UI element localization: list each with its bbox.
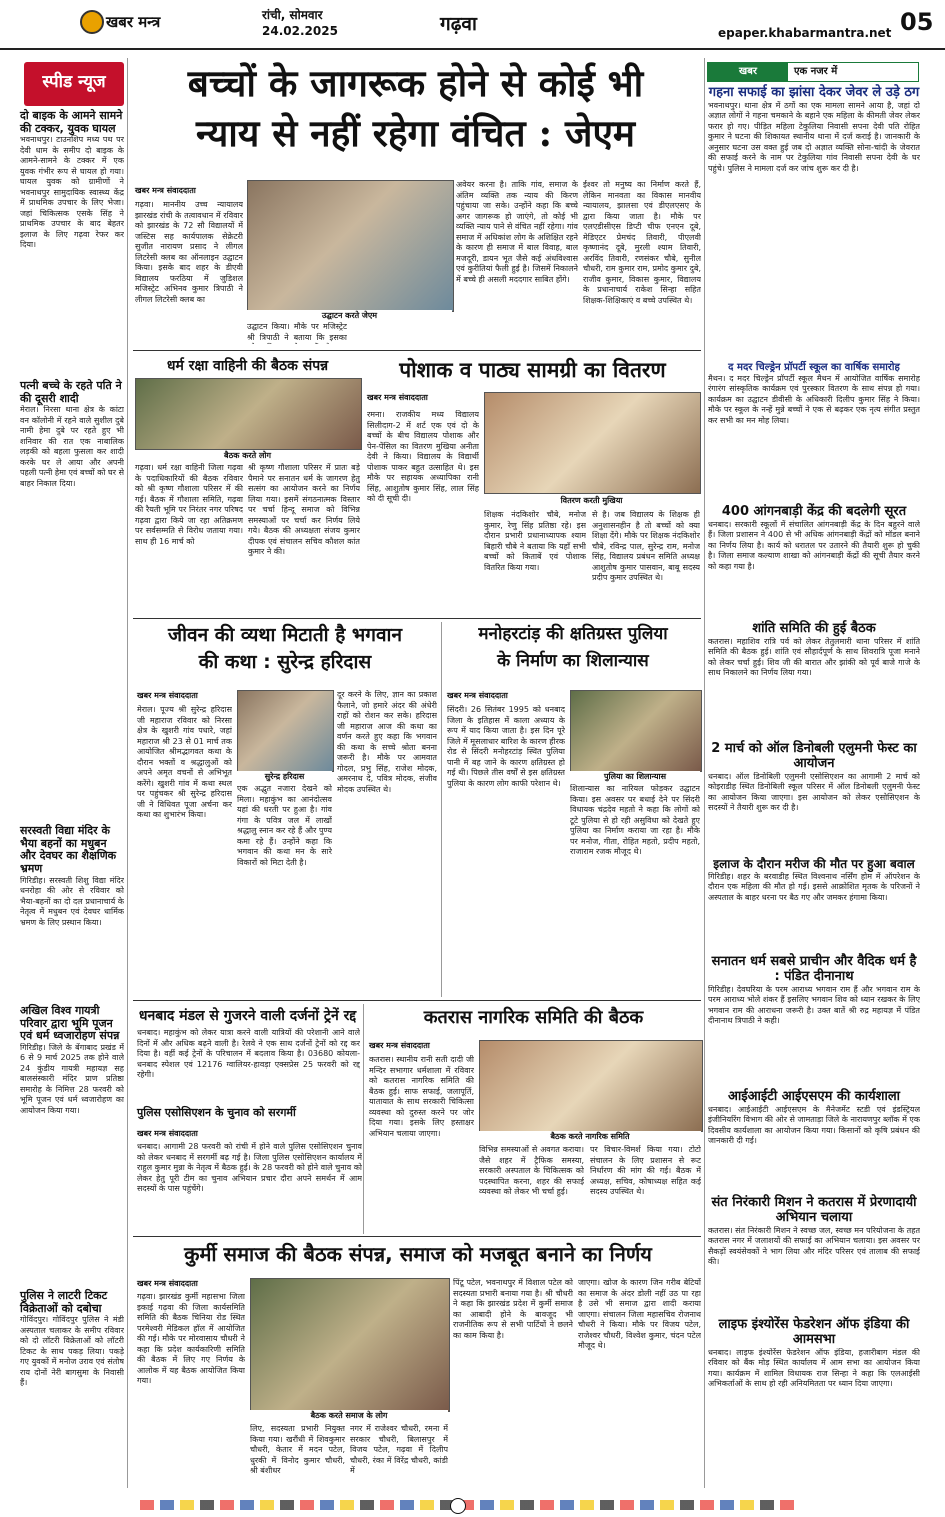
date: 24.02.2025 xyxy=(262,24,338,38)
section-divider xyxy=(441,622,442,997)
katras-photo-caption: बैठक करते नागरिक समिति xyxy=(479,1131,701,1142)
right-story-6-text: गिरिडीह। शहर के बरवाडीह स्थित विश्वनाथ नर्सिंग होम में ऑपरेशन के दौरान एक महिला की मौत हो गई। इससे आक्रोशित मृतक के परिजनों ने अस्पताल के बाहर धरना पर बैठ गए और जमकर हंगामा किया। xyxy=(708,871,920,902)
jeevan-photo-caption: सुरेन्द्र हरिदास xyxy=(237,771,332,782)
left-story-1 xyxy=(20,110,124,365)
left-story-1-text: भवनाथपुर। टाउनशिप मध्य पथ पर देवी धाम के समीप दो बाइक के आमने-सामने के टक्कर में एक युवक गंभीर रूप से घायल हो गया। घायल युवक को ग्रामीणों ने भवनाथपुर सामुदायिक स्वास्थ्य केंद्र में प्राथमिक उपचार के लिए भेजा। जहां चिकित्सक एसके सिंह ने प्राथमिक उपचार के बाद बेहतर इलाज के लिए गढ़वा रेफर कर दिया। xyxy=(20,135,124,250)
right-story-7-text: गिरिडीह। देवघरिया के परम आराध्य भगवान राम हैं और भगवान राम के परम आराध्य भोले शंकर हैं इसलिए भगवान शिव को ध्यान रखकर के लिए भगवान राम की आराधना जरूरी है। उक्त बातें श्री रुद्र महायज्ञ में पंडित दीनानाथ त्रिपाठी ने कही। xyxy=(708,984,920,1026)
dharm-photo-caption: बैठक करते लोग xyxy=(135,450,360,461)
right-story-4 xyxy=(708,622,920,727)
right-story-10 xyxy=(708,1318,920,1478)
kurmi-text-col5: जाएगा। खोज के कारण जिन गरीब बेटियों का समाज के अंदर डोली नहीं उठ पा रहा है उसे भी समाज द्वारा शादी कराया जाएगा। संचालन जिला महासचिव रोजनाथ चौधरी ने किया। मौके पर विजय पटेल, राजेश्वर चौधरी, विश्वेश कुमार, चंदन पटेल मौजूद थे। xyxy=(578,1278,701,1350)
lead-text-col1: गढ़वा। माननीय उच्च न्यायालय झारखंड रांची के तत्वावधान में रविवार को झारखंड के 72 सौ विद्यालयों में जस्टिस सह कार्यपालक सेक्रेटरी सुजीत नारायण प्रसाद ने लीगल लिटरेसी क्लब का ऑनलाइन उद्घाटन किया। इसके बाद शहर के डीएवी विद्यालय फरठिया में जुडिशल मजिस्ट्रेट अभिनव कुमार त्रिपाठी ने लीगल लिटरेसी क्लब का xyxy=(135,200,243,304)
police-byline: खबर मन्त्र संवाददाता xyxy=(137,1129,198,1138)
right-story-1 xyxy=(708,86,920,311)
brand-name: खबर मन्त्र xyxy=(106,13,161,31)
right-story-7 xyxy=(708,955,920,1075)
right-story-8-text: धनबाद। आईआईटी आईएसएम के मैनेजमेंट स्टडी एवं इंडस्ट्रियल इंजीनियरिंग विभाग की ओर से जामताड़ा जिले के नारायणपुर ब्लॉक में एक दिवसीय कार्यशाला का आयोजन किया गया। किसानों को कृषि प्रबंधन की जानकारी दी गई। xyxy=(708,1104,920,1146)
right-story-4-headline: शांति समिति की हुई बैठक xyxy=(752,621,876,636)
jeevan-text-col3: दूर करने के लिए, ज्ञान का प्रकाश फैलाने, जो हमारे अंदर की अंधेरी राहों को रोशन कर सके। हरिदास जी महाराज आज की कथा का वर्णन करते हुए कहा कि भगवान की कथा के सच्चे श्रोता बनना जरूरी है। मौके पर आमवात गोदल, प्रभु सिंह, राजेश मोदक, अमरनाथ दे, पवित्र मोदक, संजीव मोदक उपस्थित थे। xyxy=(337,690,437,794)
right-story-5-text: धनबाद। ऑल डिनोबिली एलुमनी एसोसिएशन का आगामी 2 मार्च को कोइराडीह स्थित डिनोबिली स्कूल परिसर में ऑल डिनोबली एलुमनी फेस्ट का आयोजन किया जाएगा। इस आयोजन को लेकर एसोसिएशन के सदस्यों ने तैयारी शुरू कर दी है। xyxy=(708,771,920,813)
left-story-2-text: मेराल। निरसा थाना क्षेत्र के कांटा वन कॉलोनी में रहने वाले सुशील दुबे नामी हेमा दुबे पर रहते हुए भी शनिवार की रात एक नाबालिक लड़की को बहला फुसला कर शादी करके घर ले आया और अपनी पहली पत्नी हेमा एवं बच्चों को घर से बाहर निकाल दिया। xyxy=(20,405,124,488)
manohartand-photo-caption: पुलिया का शिलान्यास xyxy=(570,771,700,782)
left-story-2-headline: पत्नी बच्चे के रहते पति ने की दूसरी शादी xyxy=(20,379,122,405)
lead-text-col2: उद्घाटन किया। मौके पर मजिस्ट्रेट श्री त्रिपाठी ने बताया कि इसका xyxy=(247,322,347,342)
left-story-3-text: गिरिडीह। सरस्वती शिशु विद्या मंदिर धनरोहा की ओर से रविवार को भैया-बहनों का दो दल प्रधानाचार्य के नेतृत्व में मधुबन एवं देवघर धार्मिक भ्रमण के लिए प्रस्थान किया। xyxy=(20,875,124,927)
right-story-4-text: कतरास। महाशिव रात्रि पर्व को लेकर तेतुलमारी थाना परिसर में शांति समिति की बैठक हुई। शांति एवं सौहार्दपूर्ण के साथ शिवरात्रि पूजा मनाने को लेकर चर्चा हुई। शिव जी की बारात और झांकी को पूर्व बाजे गाजे के साथ निकालने का निर्णय लिया गया। xyxy=(708,636,920,678)
right-story-8 xyxy=(708,1090,920,1190)
left-story-2 xyxy=(20,380,124,805)
right-story-10-text: धनबाद। लाइफ इंश्योरेंस फेडरेशन ऑफ इंडिया, हजारीबाग मंडल की रविवार को बैंक मोड़ स्थित कार्यालय में आम सभा का आयोजन किया गया। कार्यक्रम में शामिल विधायक राज सिन्हा ने कहा कि एलआईसी अभिकर्ताओं के साथ हो रही अनियमितता पर ध्यान दिया जाएगा। xyxy=(708,1347,920,1389)
section-rule xyxy=(133,1000,701,1001)
right-story-2-text: मैथन। द मदर चिल्ड्रेन प्रॉपर्टी स्कूल मैथन में आयोजित वार्षिक समारोह रंगारंग सांस्कृतिक कार्यक्रम एवं पुरस्कार वितरण के साथ संपन्न हो गया। कार्यक्रम का उद्घाटन डीवीसी के अधिकारी दिलीप कुमार सिंह ने किया। मौके पर स्कूल के नन्हें मुन्ने बच्चों ने एक से बढ़कर एक नृत्य संगीत प्रस्तुत कर सभी का मन मोह लिया। xyxy=(708,373,920,425)
katras-text-col2: विभिन्न समस्याओं से अवगत कराया। जैसे शहर में ट्रैफिक समस्या, सरकारी अस्पताल के चिकित्सक को पदस्थापित करना, शहर की सफाई व्यवस्था को लेकर भी चर्चा हुई। xyxy=(479,1145,584,1196)
epaper-url[interactable]: epaper.khabarmantra.net xyxy=(718,26,892,40)
right-story-9-text: कतरास। संत निरंकारी मिशन ने स्वच्छ जल, स्वच्छ मन परियोजना के तहत कतरास नगर में जलाशयों की सफाई का अभियान चलाया। इस अवसर पर सैकड़ों स्वयंसेवकों ने भाग लिया और मंदिर परिसर एवं तालाब की सफाई की। xyxy=(708,1225,920,1267)
dharm-text-col1: गढ़वा। धर्म रक्षा वाहिनी जिला गढ़वा के पदाधिकारियों की बैठक रविवार को श्री कृष्ण गौशाला परिसर में की गई। बैठक में गौशाला समिति, गढ़वा की रैयती भूमि पर निरंतर नगर परिषद गढ़वा द्वारा किये जा रहा अतिक्रमण पर सर्वसम्मति से विरोध जताया गया। साथ ही 16 मार्च को xyxy=(135,463,243,546)
jeevan-byline: खबर मन्त्र संवाददाता xyxy=(137,691,198,700)
left-story-3-headline: सरस्वती विद्या मंदिर के भैया बहनों का मधुबन और देवघर का शैक्षणिक भ्रमण xyxy=(20,824,117,875)
right-story-6-headline: इलाज के दौरान मरीज की मौत पर हुआ बवाल xyxy=(713,857,915,871)
kurmi-text-col4: पिंटू पटेल, भवनाथपुर में विशाल पटेल को सदस्यता प्रभारी बनाया गया है। श्री चौधरी ने कहा कि झारखंड प्रदेश में कुर्मी समाज का आबादी होने के बावजूद भी राजनीतिक रूप से सभी पार्टियों ने छलने का काम किया है। xyxy=(453,1278,573,1340)
katras-text-col3: पर विचार-विमर्श किया गया। टोटो संचालन के लिए प्रशासन से रूट निर्धारण की मांग की गई। बैठक में अध्यक्ष, सचिव, कोषाध्यक्ष सहित कई सदस्य उपस्थित थे। xyxy=(590,1145,701,1196)
kurmi-text-col1: गढ़वा। झारखंड कुर्मी महासभा जिला इकाई गढ़वा की जिला कार्यसमिति समिति की बैठक चिनिया रोड स्थित परमेश्वरी मेडिकल हॉल में आयोजित की गई। मौके पर मोरवासाय चौधरी ने कहा कि प्रदेश कार्यकारिणी समिति की बैठक में लिए गए निर्णय के आलोक में यह बैठक आयोजित किया गया। xyxy=(137,1292,245,1385)
poshak-text-col2: शिक्षक नंदकिशोर चौबे, मनोज कुमार, रेणु सिंह प्रतिष्ठा रहे। इस दौरान प्रभारी प्रधानाध्यापक श्याम बिहारी चौबे ने बताया कि यहाँ सभी बच्चों को किताबें एवं पोशाक वितरित किया गया। xyxy=(484,510,586,572)
left-story-5-headline: पुलिस ने लाटरी टिकट विक्रेताओं को दबोचा xyxy=(20,1289,108,1315)
right-story-7-headline: सनातन धर्म सबसे प्राचीन और वैदिक धर्म है : पंडित दीनानाथ xyxy=(711,954,917,984)
right-story-3-text: धनबाद। सरकारी स्कूलों में संचालित आंगनबाड़ी केंद्र के दिन बहुरने वाले हैं। जिला प्रशासन ने 400 से भी अधिक आंगनबाड़ी केंद्रों को मॉडल बनाने का निर्णय लिया है। कार्य को धरातल पर उतारने की तैयारी शुरू हो चुकी है। जिला समाज कल्याण शाखा को आंगनबाड़ी केंद्रों की सूची तैयार करने को कहा गया है। xyxy=(708,519,920,571)
jeevan-text-col1: मेराल। पूज्य श्री सुरेन्द्र हरिदास जी महाराज रविवार को निरसा क्षेत्र के खुशरी गांव पधारे, जहां महाराज श्री 23 से 01 मार्च तक आयोजित श्रीमद्भागवत कथा के दौरान भक्तों व श्रद्धालुओं को अपने अमृत वचनों से अभिभूत करेंगे। खुशरी गांव में कथा स्थल पर पहुंचकर श्री सुरेन्द्र हरिदास जी ने विधिवत पूजा अर्चना कर कथा का शुभारंभ किया। xyxy=(137,705,232,819)
page-number: 05 xyxy=(900,8,934,36)
left-story-1-headline: दो बाइक के आमने सामने की टक्कर, युवक घायल xyxy=(20,109,123,135)
lead-photo-caption: उद्घाटन करते जेएम xyxy=(247,310,452,321)
jeevan-headline-line1: जीवन की व्यथा मिटाती है भगवान xyxy=(168,624,402,646)
manohartand-text-col1: सिंदरी। 26 सितंबर 1995 को धनबाद जिला के इतिहास में काला अध्याय के रूप में याद किया जाता है। इस दिन पूरे जिले में मूसलाधार बारिश के कारण हीरक रोड से सिंदरी मनोहरटांड़ स्थित पुलिया पानी में बह जाने के कारण क्षतिग्रस्त हो गई थी। पिछले तीस वर्षों से इस क्षतिग्रस्त पुलिया के कारण लोग काफी परेशान थे। xyxy=(447,705,565,788)
police-headline: पुलिस एसोसिएशन के चुनाव को सरगर्मी xyxy=(137,1106,296,1119)
district-name: गढ़वा xyxy=(440,13,477,35)
right-story-10-headline: लाइफ इंश्योरेंस फेडरेशन ऑफ इंडिया की आमसभा xyxy=(718,1317,910,1347)
kurmi-headline: कुर्मी समाज की बैठक संपन्न, समाज को मजबूत बनाने का निर्णय xyxy=(184,1242,652,1266)
registration-bar xyxy=(140,1500,800,1510)
poshak-text-col1: रमना। राजकीय मध्य विद्यालय सिलीदाग-2 में शर्ट एक एवं दो के बच्चों के बीच विद्यालय पोशाक और पेन-पेंसिल का वितरण मुखिया अनीता देवी ने किया। विद्यालय के विद्यार्थी पोशाक पाकर बहुत उत्साहित थे। इस मौके पर सहायक अध्यापिका रानी सिंह, आशुतोष कुमार सिंह, लाल सिंह को दी सूची दी। xyxy=(367,410,479,503)
right-banner xyxy=(707,62,919,82)
kurmi-text-col3: नगर में राजेश्वर चौधरी, रमना में सरकार चौधरी, बिलासपुर में विजय पटेल, गढ़वा में दिलीप चौधरी, रंका में विरेंद्र चौधरी, कांडी में xyxy=(350,1424,448,1475)
lead-byline: खबर मन्त्र संवाददाता xyxy=(135,186,196,195)
dharm-headline: धर्म रक्षा वाहिनी की बैठक संपन्न xyxy=(166,358,329,374)
lead-text-col2b xyxy=(352,322,452,344)
right-story-9-headline: संत निरंकारी मिशन ने कतरास में प्रेरणादायी अभियान चलाया xyxy=(711,1195,917,1225)
manohartand-photo xyxy=(570,690,702,772)
right-story-3 xyxy=(708,505,920,600)
manohartand-text-col2: शिलान्यास का नारियल फोड़कर उद्घाटन किया। इस अवसर पर बधाई देने पर सिंदरी विधायक चंद्रदेव महतो ने कहा कि लोगों को टूटे पुलिया से हो रही असुविधा को देखते हुए पुलिया का निर्माण कराया जा रहा है। मौके पर मनोज, गीता, रोहित महतो, प्रदीप महतो, राजाराम रजक मौजूद थे। xyxy=(570,784,700,856)
right-story-1-headline: गहना सफाई का झांसा देकर जेवर ले उड़े ठग xyxy=(708,85,920,100)
katras-byline: खबर मन्त्र संवाददाता xyxy=(369,1041,430,1050)
right-story-5 xyxy=(708,742,920,847)
right-story-9 xyxy=(708,1196,920,1301)
left-story-5 xyxy=(20,1290,124,1475)
poshak-photo xyxy=(484,392,701,494)
right-story-3-headline: 400 आंगनबाड़ी केंद्र की बदलेगी सूरत xyxy=(721,504,907,519)
jeevan-photo xyxy=(237,690,334,772)
kurmi-text-col2: लिए, सदस्यता प्रभारी नियुक्त किया गया। खरौंधी में शिवकुमार चौधरी, केतार में मदन पटेल, धुरकी में विनोद कुमार चौधरी, श्री बंशीधर xyxy=(250,1424,345,1475)
left-column-divider xyxy=(127,58,128,1488)
section-rule xyxy=(133,350,701,351)
katras-photo xyxy=(479,1040,703,1132)
right-story-2-headline: द मदर चिल्ड्रेन प्रॉपर्टी स्कूल का वार्षिक समारोह xyxy=(728,362,900,373)
lead-headline-line2: न्याय से नहीं रहेगा वंचित : जेएम xyxy=(195,111,636,155)
lead-text-col4: ईश्वर तो मनुष्य का निर्माण करते हैं, लेकिन मानवता का विकास मानवीय न्यायालय, झालसा एवं डीएलएसए के द्वारा किया जाता है। मौके पर एलएडीसीएस डिप्टी चीफ एनएन दूबे, मेडिएटर प्रेमचंद तिवारी, पीएलवी कृष्णानंद दूबे, मुरली श्याम तिवारी, अरविंद तिवारी, रणसंकर चौबे, सुनील चौधरी, राम कुमार राम, प्रमोद कुमार दुबे, राजीव कुमार, विकास कुमार, विद्यालय के प्रधानाचार्य राकेश सिन्हा सहित शिक्षक-शिक्षिकाएं व बच्चे उपस्थित थे। xyxy=(583,180,701,305)
jeevan-headline-line2: की कथा : सुरेन्द्र हरिदास xyxy=(198,651,372,673)
lead-text-col3: अवेयर करना है। ताकि गांव, समाज के अंतिम व्यक्ति तक न्याय की किरण पहुंचाया जा सके। उन्होंने कहा कि बच्चे अगर जागरूक हो जाएंगे, तो कोई भी व्यक्ति न्याय पाने से वंचित नहीं रहेगा। गांव समाज में अधिकांश लोग के अशिक्षित रहने के कारण ही समाज में बाल विवाह, बाल मजदूरी, डायन भूत जैसे कई अंधविश्वास एवं कुरीतियां फैली हुई है। जिसमें निकालने में बच्चे ही असली मददगार साबित होंगे। xyxy=(456,180,578,284)
poshak-text-col3: से है। जब विद्यालय के शिक्षक ही अनुशासनहीन है तो बच्चों को क्या शिक्षा देंगे। मौके पर शिक्षक नंदकिशोर चौबे, रविन्द्र पाल, सुरेन्द्र राम, मनोज सिंह, विद्यालय प्रबंधन समिति अध्यक्ष आशुतोष कुमार पासवान, बाबू सदस्य प्रदीप कुमार उपस्थित थे। xyxy=(592,510,700,582)
right-story-6 xyxy=(708,858,920,942)
dharm-text-col2: श्री कृष्ण गौशाला परिसर में प्रातः बड़े पैमाने पर सनातन धर्म के जागरण हेतु सत्संग का आयोजन करने का निर्णय लिया गया। इसमें संगठनात्मक विस्तार पर चर्चा हिन्दू समाज को विभिन्न समस्याओं पर चर्चा कर निर्णय लिये गये। बैठक की अध्यक्षता संजय कुमार दीपक एवं संचालन सचिव कौशल कांत कुमार ने की। xyxy=(248,463,360,556)
right-story-5-headline: 2 मार्च को ऑल डिनोबली एलुमनी फेस्ट का आयोजन xyxy=(711,741,917,771)
lead-headline-line1: बच्चों के जागरूक होने से कोई भी xyxy=(187,61,644,105)
trains-headline: धनबाद मंडल से गुजरने वाली दर्जनों ट्रेनें रद्द xyxy=(138,1008,357,1024)
banner-left: खबर xyxy=(708,63,788,81)
kurmi-photo xyxy=(250,1278,450,1412)
speed-news-badge: स्पीड न्यूज xyxy=(24,62,124,106)
right-story-8-headline: आईआईटी आईएसएम की कार्यशाला xyxy=(727,1089,901,1104)
left-story-4-text: गिरिडीह। जिले के बेंगाबाद प्रखंड में 6 से 9 मार्च 2025 तक होने वाले 24 कुंडीय गायत्री महायज्ञ सह बालसंस्कारी मंदिर प्राण प्रतिष्ठा समारोह के निमित्त 28 फरवरी को भूमि पूजन एवं धर्म ध्वजारोहण का आयोजन किया गया। xyxy=(20,1042,124,1115)
section-divider xyxy=(363,1004,364,1234)
registration-target-icon xyxy=(450,1498,466,1514)
banner-right: एक नजर में xyxy=(794,66,838,77)
trains-text: धनबाद। महाकुंभ को लेकर यात्रा करने वाली यात्रियों की परेशानी आने वाले दिनों में और अधिक बढ़ने वाली है। रेलवे ने एक साथ दर्जनों ट्रेनों को रद्द कर दिया है। वहीं कई ट्रेनों के परिचालन में बदलाव किया है। 03680 कोयला-धनबाद स्पेशल एवं 12176 ग्वालियर-हावड़ा एक्सप्रेस 25 फरवरी को रद्द रहेगी। xyxy=(137,1028,360,1079)
jeevan-text-col2: एक अद्भुत नजारा देखने को मिला। महाकुंभ का आनंदोत्सव यहां की धरती पर हुआ है। गांव गंगा के पवित्र जल में लाखों श्रद्धालु स्नान कर रहे हैं और पुण्य कमा रहे हैं। उन्होंने कहा कि भगवान की कथा मन के सारे विकारों को मिटा देती है। xyxy=(237,784,332,867)
dharm-photo xyxy=(135,378,362,450)
brand-logo xyxy=(80,10,104,34)
right-column-divider xyxy=(704,58,705,1488)
poshak-photo-caption: वितरण करती मुखिया xyxy=(484,495,699,506)
manohartand-headline-line2: के निर्माण का शिलान्यास xyxy=(497,651,649,671)
katras-text-col1: कतरास। स्थानीय रानी सती दादी जी मन्दिर सभागार धर्मशाला में रविवार को कतरास नागरिक समिति की बैठक हुई। साफ सफाई, जलापूर्ति, यातायात के साथ सरकारी चिकित्सा व्यवस्था को दुरुस्त करने पर जोर दिया गया। इसके लिए हस्ताक्षर अभियान चलाया जाएगा। xyxy=(369,1055,474,1138)
manohartand-byline: खबर मन्त्र संवाददाता xyxy=(447,691,508,700)
section-rule xyxy=(133,618,701,619)
left-story-4-headline: अखिल विश्व गायत्री परिवार द्वारा भूमि पूजन एवं धर्म ध्वजारोहण संपन्न xyxy=(20,1004,120,1043)
city-day: रांची, सोमवार xyxy=(262,8,323,22)
section-rule xyxy=(133,1236,701,1237)
right-story-2 xyxy=(708,362,920,484)
right-story-1-text: भवनाथपुर। थाना क्षेत्र में ठगों का एक मामला सामने आया है, जहां दो अज्ञात लोगों ने गहना चमकाने के बहाने एक महिला के कीमती जेवर लेकर फरार हो गए। पीड़ित महिला टेकुलिया निवासी सपना देवी पति रोहित कुमार ने घटना की शिकायत स्थानीय थाना में दर्ज कराई है। जानकारी के अनुसार घटना उस वक्त हुई जब दो अज्ञात व्यक्ति सोना-चांदी के जेवरात की सफाई करने के नाम पर टेकुलिया गांव निवासी सपना देवी के घर पहुंचे। पुलिस ने मामला दर्ज कर जांच शुरू कर दी है। xyxy=(708,100,920,173)
police-text: धनबाद। आगामी 28 फरवरी को रांची में होने वाले पुलिस एसोसिएशन चुनाव को लेकर धनबाद में सरगर्मी बढ़ गई है। जिला पुलिस एसोसिएशन कार्यालय में राहुल कुमार मुन्ना के नेतृत्व में बैठक हुई। के 28 फरवरी को होने वाले चुनाव को लेकर हेतु पूरी टीम का चुनाव अभियान प्रचार दौरा अपने समर्थन में आम सदस्यों के पास पहुंचेंगे। xyxy=(137,1142,362,1193)
left-story-3 xyxy=(20,825,124,986)
kurmi-byline: खबर मन्त्र संवाददाता xyxy=(137,1279,198,1288)
left-story-5-text: गोविंदपुर। गोविंदपुर पुलिस ने मंडी अस्पताल चलाकर के समीप रविवार को दो लॉटरी विक्रेताओं को लॉटरी टिकट के साथ पकड़ लिया। पकड़े गए युवकों में मनोज उराव एवं संतोष राय दोनों नेरी बागसुमा के निवासी हैं। xyxy=(20,1315,124,1388)
poshak-byline: खबर मन्त्र संवाददाता xyxy=(367,393,428,402)
manohartand-headline-line1: मनोहरटांड़ की क्षतिग्रस्त पुलिया xyxy=(478,624,668,644)
kurmi-photo-caption: बैठक करते समाज के लोग xyxy=(250,1410,448,1421)
left-story-4 xyxy=(20,1005,124,1253)
katras-headline: कतरास नागरिक समिति की बैठक xyxy=(423,1007,644,1028)
lead-photo xyxy=(247,180,454,312)
poshak-headline: पोशाक व पाठ्य सामग्री का वितरण xyxy=(399,358,666,382)
